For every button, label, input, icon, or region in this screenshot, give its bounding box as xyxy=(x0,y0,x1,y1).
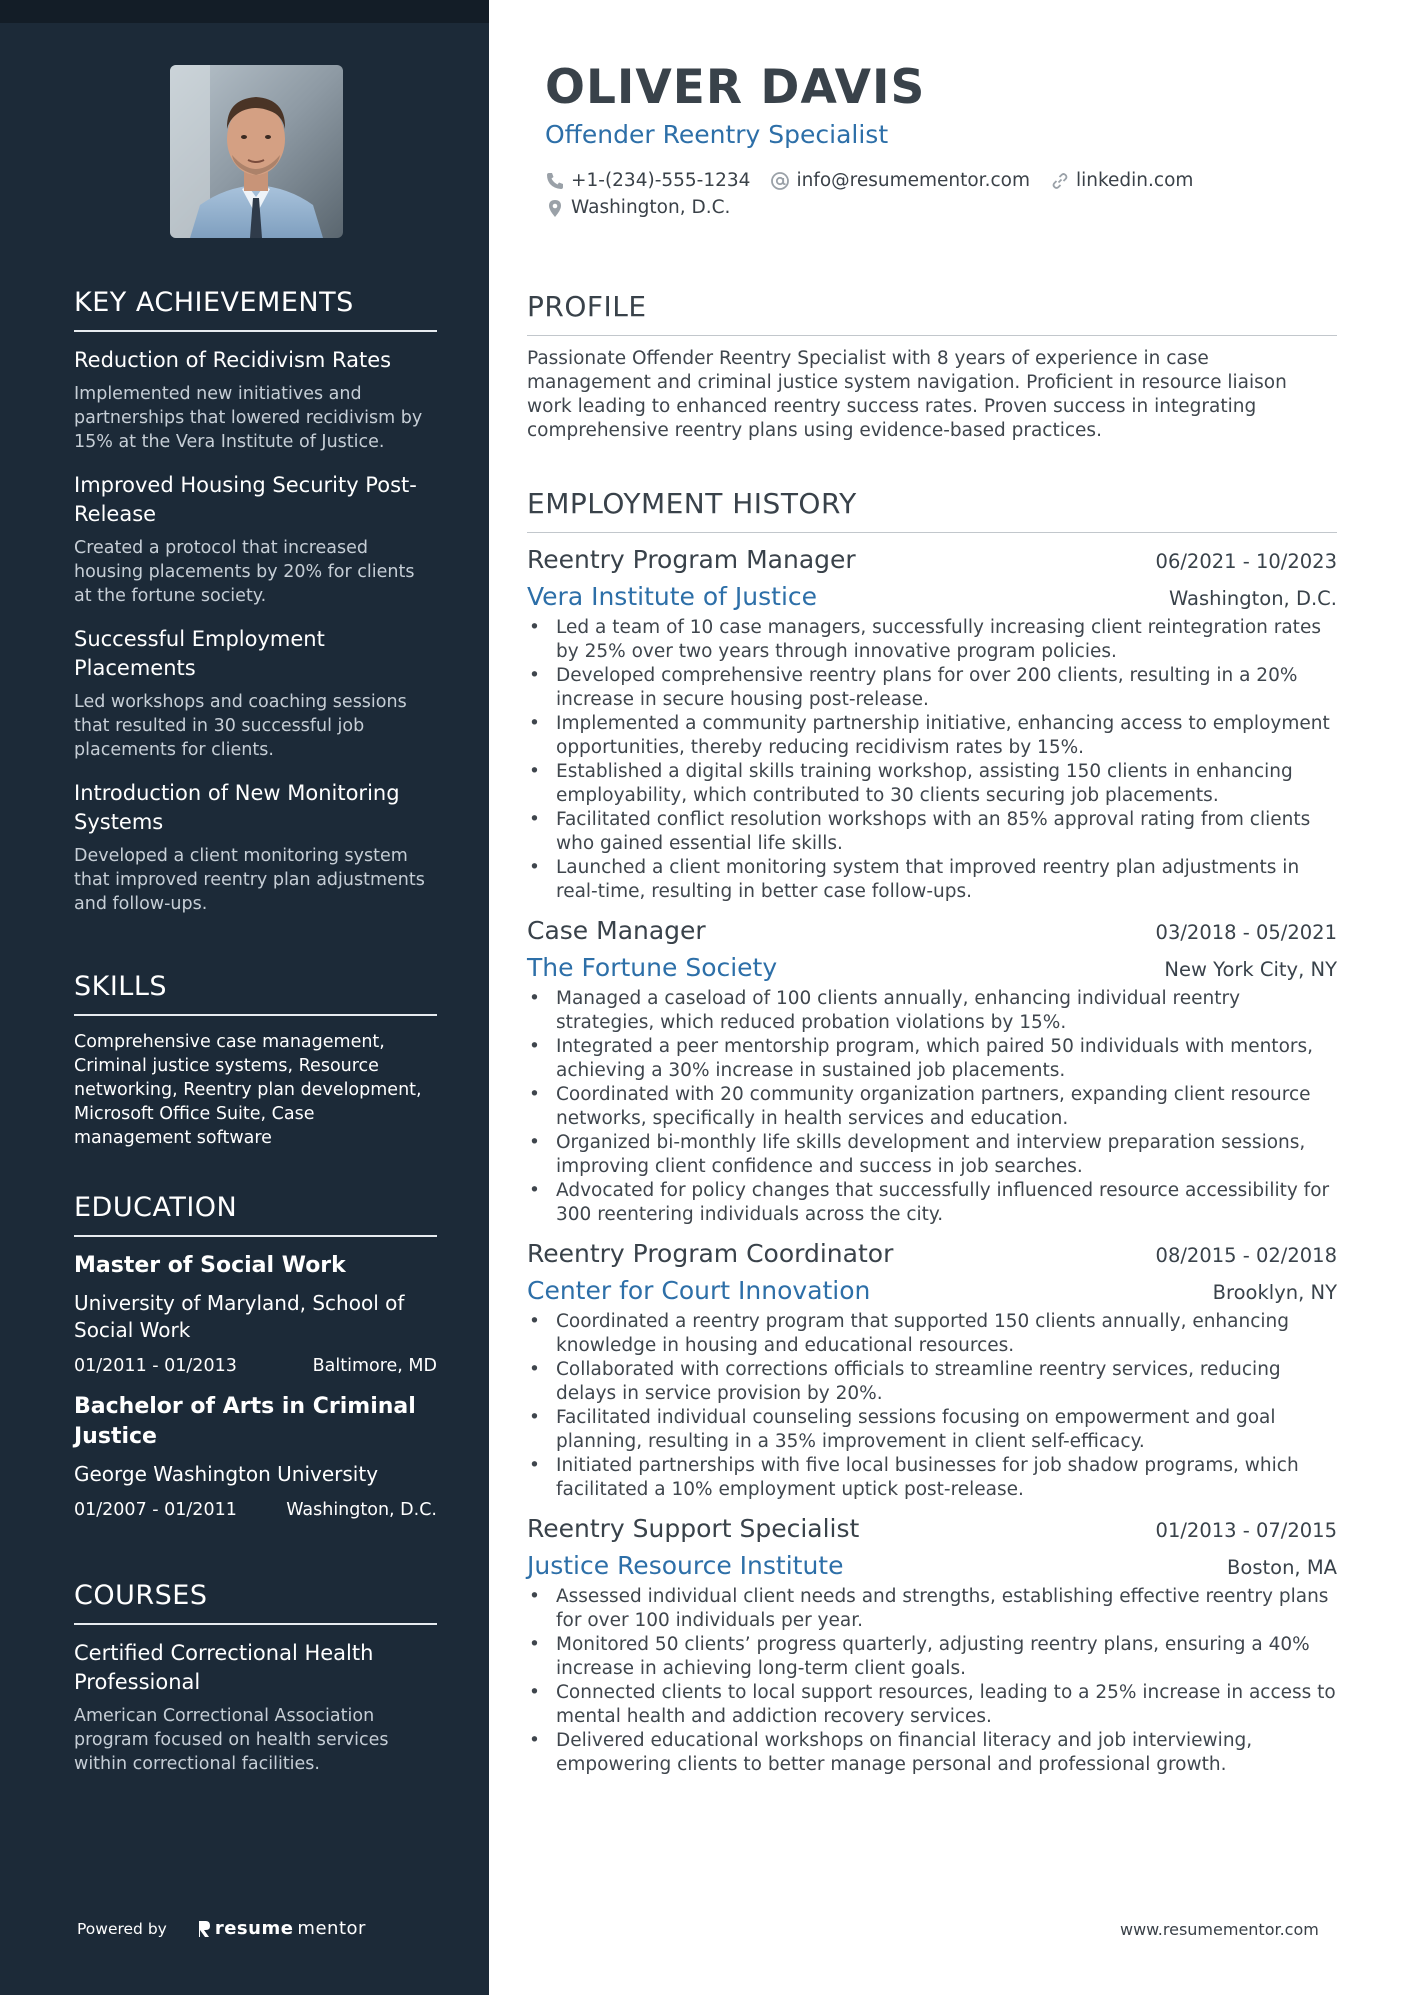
education-degree: Master of Social Work xyxy=(74,1253,346,1278)
job-bullet: • Connected clients to local support resources, leading to a 25% increase in access to mental health and addiction recovery services. xyxy=(527,1681,1337,1729)
job-entry xyxy=(527,1239,1337,1502)
achievement-desc: Developed a client monitoring system that improved reentry plan adjustments and follow-ups. xyxy=(74,846,425,914)
job-bullet: • Implemented a community partnership initiative, enhancing access to employment opportunities, thereby reducing recidivism rates by 15%. xyxy=(527,712,1337,760)
job-bullet: • Facilitated conflict resolution workshops with an 85% approval rating from clients who gained essential life skills. xyxy=(527,808,1337,856)
resume-header xyxy=(545,58,1345,221)
job-location: New York City, NY xyxy=(1164,958,1337,981)
achievement-desc: Implemented new initiatives and partnerships that lowered recidivism by 15% at the Vera Institute of Justice. xyxy=(74,384,423,452)
achievement-title: Reduction of Recidivism Rates xyxy=(74,348,392,372)
job-entry xyxy=(527,1514,1337,1777)
achievements-section xyxy=(74,287,437,933)
phone-contact[interactable] xyxy=(545,167,750,194)
education-dates: 01/2007 - 01/2011 xyxy=(74,1500,237,1520)
job-title: Reentry Program Coordinator xyxy=(527,1239,894,1268)
resumementor-logo[interactable] xyxy=(197,1918,366,1939)
job-bullets xyxy=(527,1585,1337,1777)
education-dates: 01/2011 - 01/2013 xyxy=(74,1356,237,1376)
education-section xyxy=(74,1192,437,1536)
job-entry xyxy=(527,916,1337,1227)
job-bullet: • Initiated partnerships with five local businesses for job shadow programs, which facilitated a 10% employment uptick post-release. xyxy=(527,1454,1337,1502)
education-location: Baltimore, MD xyxy=(312,1356,437,1376)
job-company: The Fortune Society xyxy=(527,953,778,982)
job-title: Reentry Program Manager xyxy=(527,545,856,574)
brand-bold: resume xyxy=(214,1918,294,1939)
contact-info xyxy=(545,167,1345,221)
job-bullet: • Established a digital skills training workshop, assisting 150 clients in enhancing employability, which contributed to 30 clients securing job placements. xyxy=(527,760,1337,808)
job-header xyxy=(527,1514,1337,1543)
powered-by-label: Powered by xyxy=(77,1919,167,1938)
avatar-portrait xyxy=(170,65,343,238)
job-bullets xyxy=(527,987,1337,1227)
job-bullet: • Launched a client monitoring system that improved reentry plan adjustments in real-time, resulting in better case follow-ups. xyxy=(527,856,1337,904)
job-dates: 08/2015 - 02/2018 xyxy=(1155,1244,1337,1267)
job-dates: 01/2013 - 07/2015 xyxy=(1155,1519,1337,1542)
job-dates: 06/2021 - 10/2023 xyxy=(1155,550,1337,573)
job-bullet: • Led a team of 10 case managers, successfully increasing client reintegration rates by 25% over two years through innovative program policies. xyxy=(527,616,1337,664)
job-subheader xyxy=(527,582,1337,611)
course-title: Certified Correctional Health Professional xyxy=(74,1641,374,1694)
job-bullets xyxy=(527,616,1337,904)
skills-section xyxy=(74,971,437,1150)
achievement-desc: Led workshops and coaching sessions that resulted in 30 successful job placements for clients. xyxy=(74,692,407,760)
phone-icon xyxy=(545,171,565,191)
email-contact[interactable] xyxy=(770,167,1030,194)
sidebar xyxy=(0,0,489,1995)
achievement-item xyxy=(74,779,437,916)
education-item xyxy=(74,1251,437,1376)
footer-url[interactable]: www.resumementor.com xyxy=(1120,1920,1319,1939)
achievement-title: Introduction of New Monitoring Systems xyxy=(74,781,400,834)
education-meta xyxy=(74,1356,437,1376)
avatar xyxy=(170,65,343,238)
job-location: Washington, D.C. xyxy=(1168,587,1337,610)
job-bullet: • Developed comprehensive reentry plans for over 200 clients, resulting in a 20% increase in secure housing post-release. xyxy=(527,664,1337,712)
linkedin-contact[interactable] xyxy=(1050,167,1193,194)
job-location: Boston, MA xyxy=(1227,1556,1337,1579)
job-location: Brooklyn, NY xyxy=(1212,1281,1337,1304)
skills-list: Comprehensive case management, Criminal justice systems, Resource networking, Reentry plan development, Microsoft Office Suite, Case management software xyxy=(74,1032,422,1148)
job-bullet: • Facilitated individual counseling sessions focusing on empowerment and goal planning, resulting in a 35% improvement in client self-efficacy. xyxy=(527,1406,1337,1454)
courses-heading: COURSES xyxy=(74,1580,437,1625)
candidate-role: Offender Reentry Specialist xyxy=(545,120,889,149)
education-degree: Bachelor of Arts in Criminal Justice xyxy=(74,1394,416,1449)
job-bullet: • Delivered educational workshops on financial literacy and job interviewing, empowering clients to better manage personal and professional growth. xyxy=(527,1729,1337,1777)
brand-light: mentor xyxy=(297,1918,366,1939)
profile-text: Passionate Offender Reentry Specialist with 8 years of experience in case management and criminal justice system navigation. Proficient in resource liaison work leading to enhanced reentry success rates. Proven success in integrating comprehensive reentry plans using evidence-based practices. xyxy=(527,348,1287,441)
achievements-heading: KEY ACHIEVEMENTS xyxy=(74,287,437,332)
job-company: Vera Institute of Justice xyxy=(527,582,818,611)
email-text: info@resumementor.com xyxy=(796,170,1030,191)
job-subheader xyxy=(527,1551,1337,1580)
job-header xyxy=(527,545,1337,574)
profile-heading: PROFILE xyxy=(527,290,1337,336)
job-bullets xyxy=(527,1310,1337,1502)
job-entry xyxy=(527,545,1337,904)
job-title: Case Manager xyxy=(527,916,706,945)
candidate-name: OLIVER DAVIS xyxy=(545,60,926,115)
job-bullet: • Assessed individual client needs and strengths, establishing effective reentry plans for over 100 individuals per year. xyxy=(527,1585,1337,1633)
education-location: Washington, D.C. xyxy=(286,1500,437,1520)
courses-section xyxy=(74,1580,437,1776)
achievement-title: Improved Housing Security Post-Release xyxy=(74,473,417,526)
achievement-item xyxy=(74,346,437,454)
achievement-desc: Created a protocol that increased housing placements by 20% for clients at the fortune society. xyxy=(74,538,415,606)
job-company: Justice Resource Institute xyxy=(527,1551,844,1580)
job-header xyxy=(527,916,1337,945)
course-desc: American Correctional Association program focused on health services within correctional facilities. xyxy=(74,1706,389,1774)
sidebar-top-bar xyxy=(0,0,489,23)
link-icon xyxy=(1050,171,1070,191)
education-meta xyxy=(74,1500,437,1520)
job-title: Reentry Support Specialist xyxy=(527,1514,860,1543)
job-subheader xyxy=(527,1276,1337,1305)
education-school: George Washington University xyxy=(74,1462,379,1486)
at-sign-icon xyxy=(770,171,790,191)
skills-heading: SKILLS xyxy=(74,971,437,1016)
employment-heading: EMPLOYMENT HISTORY xyxy=(527,487,1337,533)
job-bullet: • Coordinated with 20 community organization partners, expanding client resource networks, specifically in health services and education. xyxy=(527,1083,1337,1131)
powered-by xyxy=(77,1918,366,1939)
job-bullet: • Monitored 50 clients’ progress quarterly, adjusting reentry plans, ensuring a 40% increase in achieving long-term client goals. xyxy=(527,1633,1337,1681)
education-school: University of Maryland, School of Social Work xyxy=(74,1291,405,1342)
location-pin-icon xyxy=(545,198,565,218)
achievement-title: Successful Employment Placements xyxy=(74,627,325,680)
phone-text: +1-(234)-555-1234 xyxy=(571,170,751,191)
job-bullet: • Organized bi-monthly life skills development and interview preparation sessions, improving client confidence and success in job searches. xyxy=(527,1131,1337,1179)
achievement-item xyxy=(74,625,437,762)
employment-section xyxy=(527,487,1337,1777)
education-heading: EDUCATION xyxy=(74,1192,437,1237)
course-item xyxy=(74,1639,437,1776)
job-bullet: • Managed a caseload of 100 clients annually, enhancing individual reentry strategies, which reduced probation violations by 15%. xyxy=(527,987,1337,1035)
contact-row xyxy=(545,167,1345,194)
location-contact xyxy=(545,194,730,221)
linkedin-text: linkedin.com xyxy=(1075,170,1194,191)
job-bullet: • Collaborated with corrections officials to streamline reentry services, reducing delays in service provision by 20%. xyxy=(527,1358,1337,1406)
location-text: Washington, D.C. xyxy=(571,197,731,218)
job-subheader xyxy=(527,953,1337,982)
job-company: Center for Court Innovation xyxy=(527,1276,871,1305)
job-bullet: • Advocated for policy changes that successfully influenced resource accessibility for 300 reentering individuals across the city. xyxy=(527,1179,1337,1227)
job-bullet: • Coordinated a reentry program that supported 150 clients annually, enhancing knowledge in housing and educational resources. xyxy=(527,1310,1337,1358)
profile-section xyxy=(527,290,1337,443)
resumementor-mark-icon xyxy=(197,1919,211,1939)
job-dates: 03/2018 - 05/2021 xyxy=(1155,921,1337,944)
job-bullet: • Integrated a peer mentorship program, which paired 50 individuals with mentors, achieving a 30% increase in sustained job placements. xyxy=(527,1035,1337,1083)
job-header xyxy=(527,1239,1337,1268)
contact-row xyxy=(545,194,1345,221)
education-item xyxy=(74,1392,437,1520)
achievement-item xyxy=(74,471,437,608)
